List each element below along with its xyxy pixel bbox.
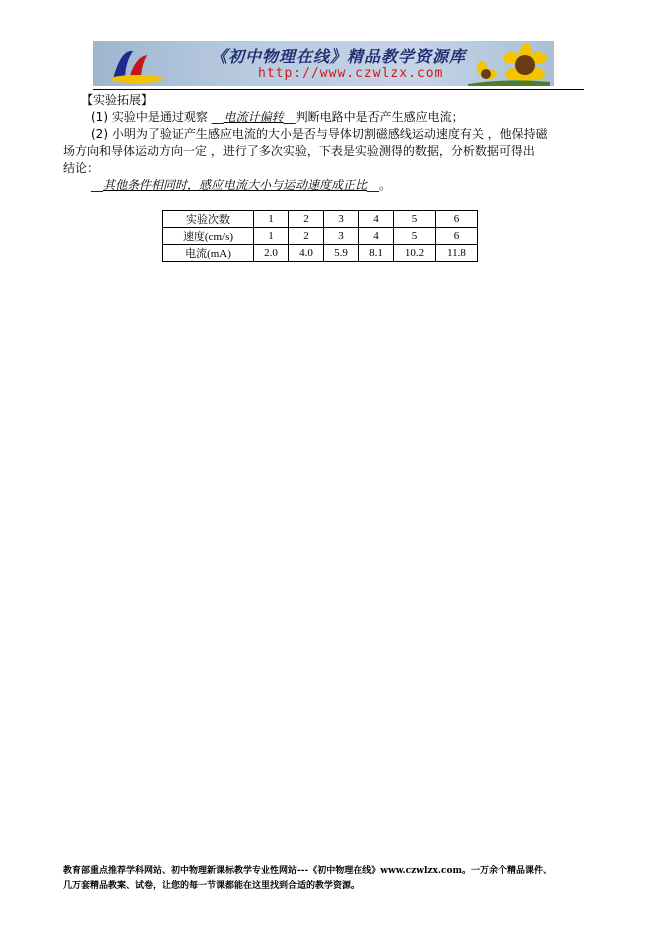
table-cell: 2.0 (254, 245, 289, 262)
table-cell: 4 (359, 211, 394, 228)
banner-title: 《初中物理在线》精品教学资源库 (211, 47, 467, 66)
conclusion-answer: 其他条件相同时，感应电流大小与运动速度成正比 (103, 178, 368, 192)
question-2-line-1: (2) 小明为了验证产生感应电流的大小是否与导体切割磁感线运动速度有关 ，他保持磁 (91, 127, 548, 141)
table-cell: 3 (324, 228, 359, 245)
table-cell: 5 (394, 211, 436, 228)
table-cell: 6 (436, 228, 478, 245)
banner-url[interactable]: http://www.czwlzx.com (258, 66, 444, 81)
header-banner (93, 41, 554, 86)
data-table (162, 210, 478, 262)
question-1-suffix: __判断电路中是否产生感应电流； (283, 110, 464, 124)
table-cell: 1 (254, 228, 289, 245)
row-header: 电流(mA) (163, 245, 254, 262)
question-2-line-2: 场方向和导体运动方向一定 ，进行了多次实验，下表是实验测得的数据，分析数据可得出 (63, 144, 535, 158)
table-cell: 2 (289, 228, 324, 245)
row-header: 速度(cm/s) (163, 228, 254, 245)
table-cell: 1 (254, 211, 289, 228)
table-cell: 10.2 (394, 245, 436, 262)
conclusion-suffix: __。 (367, 178, 392, 192)
table-cell: 4.0 (289, 245, 324, 262)
table-row-current (163, 245, 478, 262)
row-header: 实验次数 (163, 211, 254, 228)
table-cell: 8.1 (359, 245, 394, 262)
table-cell: 6 (436, 211, 478, 228)
table-cell: 2 (289, 211, 324, 228)
table-cell: 5 (394, 228, 436, 245)
sunflower-icon (468, 44, 550, 86)
table-cell: 3 (324, 211, 359, 228)
table-cell: 5.9 (324, 245, 359, 262)
page-footer (63, 864, 603, 894)
table-cell: 11.8 (436, 245, 478, 262)
question-1-answer: 电流计偏转 (223, 110, 284, 124)
question-1 (91, 109, 464, 125)
table-row-speed (163, 228, 478, 245)
table-cell: 4 (359, 228, 394, 245)
table-row-trial (163, 211, 478, 228)
footer-line-2: 几万套精品教案、试卷，让您的每一节课都能在这里找到合适的教学资源。 (63, 881, 361, 891)
question-2-line-3: 结论： (63, 161, 100, 175)
question-1-prefix: (1) 实验中是通过观察 __ (91, 110, 224, 124)
footer-line-1: 教育部重点推荐学科网站、初中物理新课标教学专业性网站---《初中物理在线》www.czwlzx.com。一万余个精品课件、 (63, 866, 553, 876)
logo-icon (107, 43, 167, 85)
section-heading: 【实验拓展】 (81, 93, 154, 107)
header-rule (93, 89, 584, 90)
conclusion (91, 177, 391, 193)
conclusion-prefix: __ (91, 178, 103, 192)
